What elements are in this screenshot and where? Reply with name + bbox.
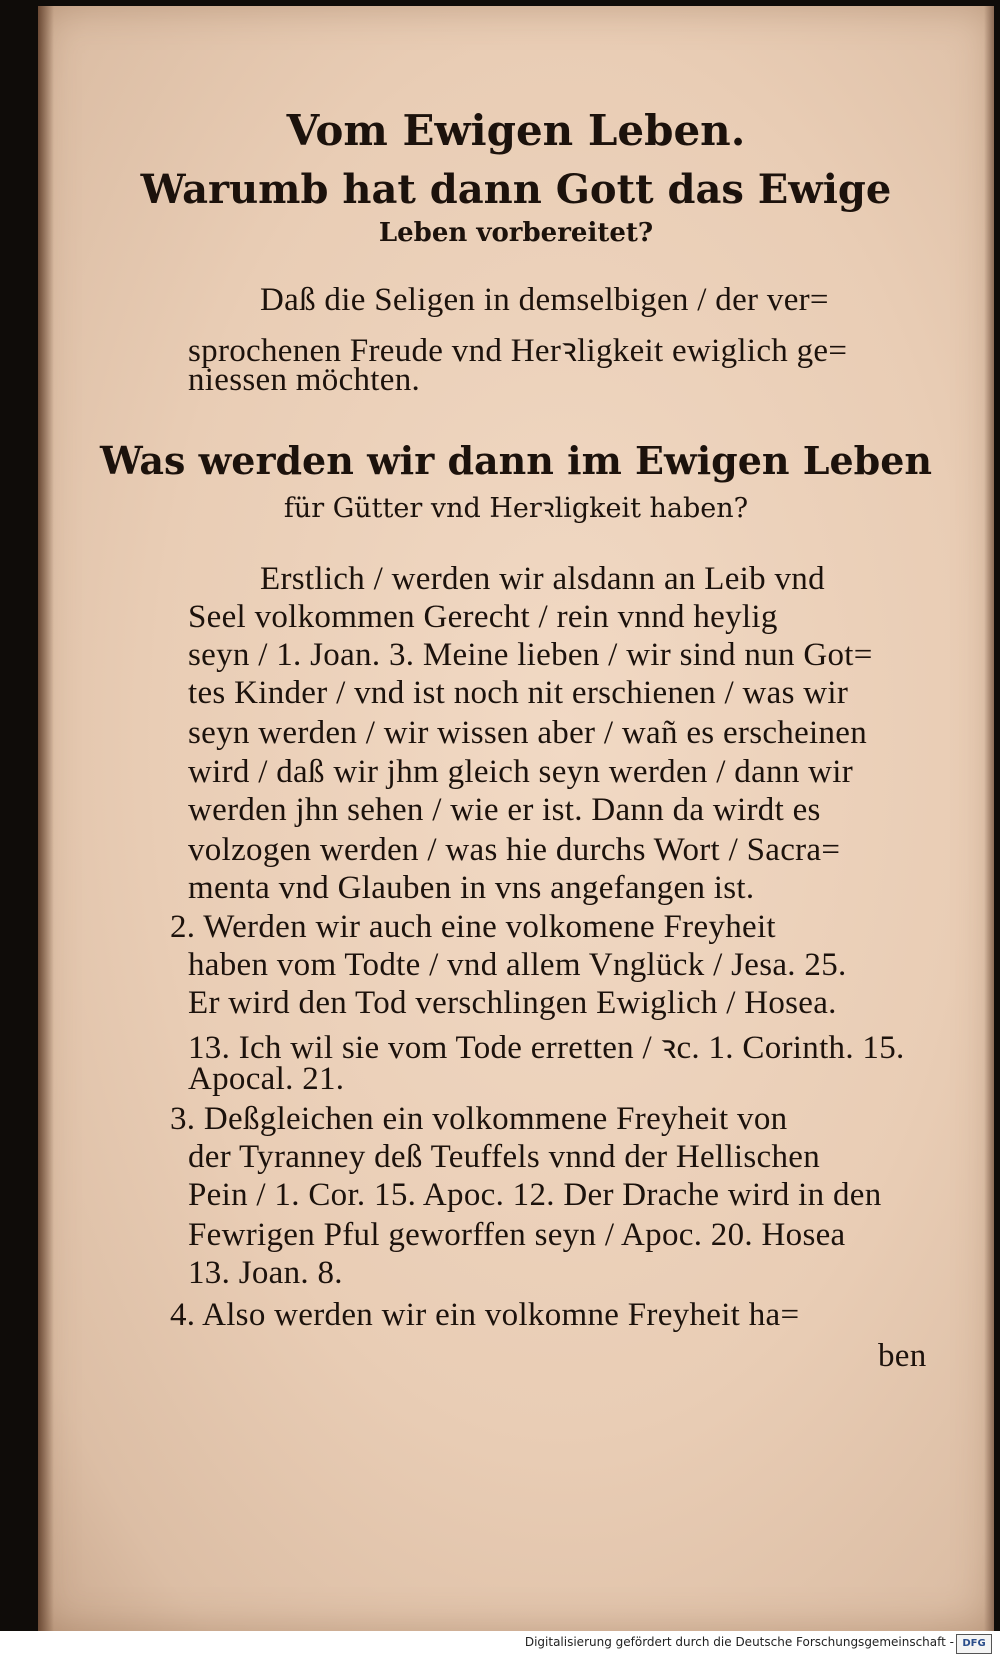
dfg-logo: DFG [956,1634,992,1654]
answer-2-line: 4. Also werden wir ein volkomne Freyheit ha= [170,1297,800,1333]
page-edge-shadow [984,6,994,1631]
answer-2-line: seyn werden / wir wissen aber / wañ es erscheinen [188,715,868,751]
running-title: Vom Ewigen Leben. [286,106,746,155]
answer-2-line: 2. Werden wir auch eine volkomene Freyheit [170,909,776,945]
answer-1-line: Daß die Seligen in demselbigen / der ver= [260,282,829,318]
footer-bar [0,1631,1000,1657]
question-2-line-2: für Gütter vnd Herꝛligkeit haben? [283,493,749,524]
question-1-line-1: Warumb hat dann Gott das Ewige [140,166,892,213]
digitization-credit: Digitalisierung gefördert durch die Deutsche Forschungsgemeinschaft - [524,1635,954,1649]
answer-2-line: Apocal. 21. [188,1061,345,1097]
answer-2-line: tes Kinder / vnd ist noch nit erschienen / was wir [188,675,849,711]
question-2-line-1: Was werden wir dann im Ewigen Leben [99,438,933,483]
answer-2-line: volzogen werden / was hie durchs Wort / Sacra= [188,832,841,868]
answer-2-line: Erstlich / werden wir alsdann an Leib vnd [260,561,825,597]
answer-2-line: seyn / 1. Joan. 3. Meine lieben / wir sind nun Got= [188,637,873,673]
book-page [38,6,994,1631]
answer-2-line: Er wird den Tod verschlingen Ewiglich / Hosea. [188,985,837,1021]
answer-2-line: Seel volkommen Gerecht / rein vnnd heylig [188,599,778,635]
answer-2-line: wird / daß wir jhm gleich seyn werden / dann wir [188,754,854,790]
answer-2-line: menta vnd Glauben in vns angefangen ist. [188,870,755,906]
answer-1-line: niessen möchten. [188,362,421,398]
question-1-line-2: Leben vorbereitet? [378,218,654,248]
answer-2-line: haben vom Todte / vnd allem Vnglück / Jesa. 25. [188,947,847,983]
answer-2-line: werden jhn sehen / wie er ist. Dann da wirdt es [188,792,821,828]
page-gutter-shadow [38,6,54,1631]
answer-2-line: Pein / 1. Cor. 15. Apoc. 12. Der Drache wird in den [188,1177,882,1213]
catchword: ben [878,1338,927,1374]
answer-2-line: 13. Joan. 8. [188,1255,343,1291]
answer-2-line: der Tyranney deß Teuffels vnnd der Hellischen [188,1139,821,1175]
answer-1-line: sprochenen Freude vnd Herꝛligkeit ewiglich ge= [188,333,848,369]
answer-2-line: Fewrigen Pful geworffen seyn / Apoc. 20. Hosea [188,1217,846,1253]
answer-2-line: 13. Ich wil sie vom Tode erretten / ꝛc. 1. Corinth. 15. [188,1030,905,1066]
answer-2-line: 3. Deßgleichen ein volkommene Freyheit von [170,1101,788,1137]
